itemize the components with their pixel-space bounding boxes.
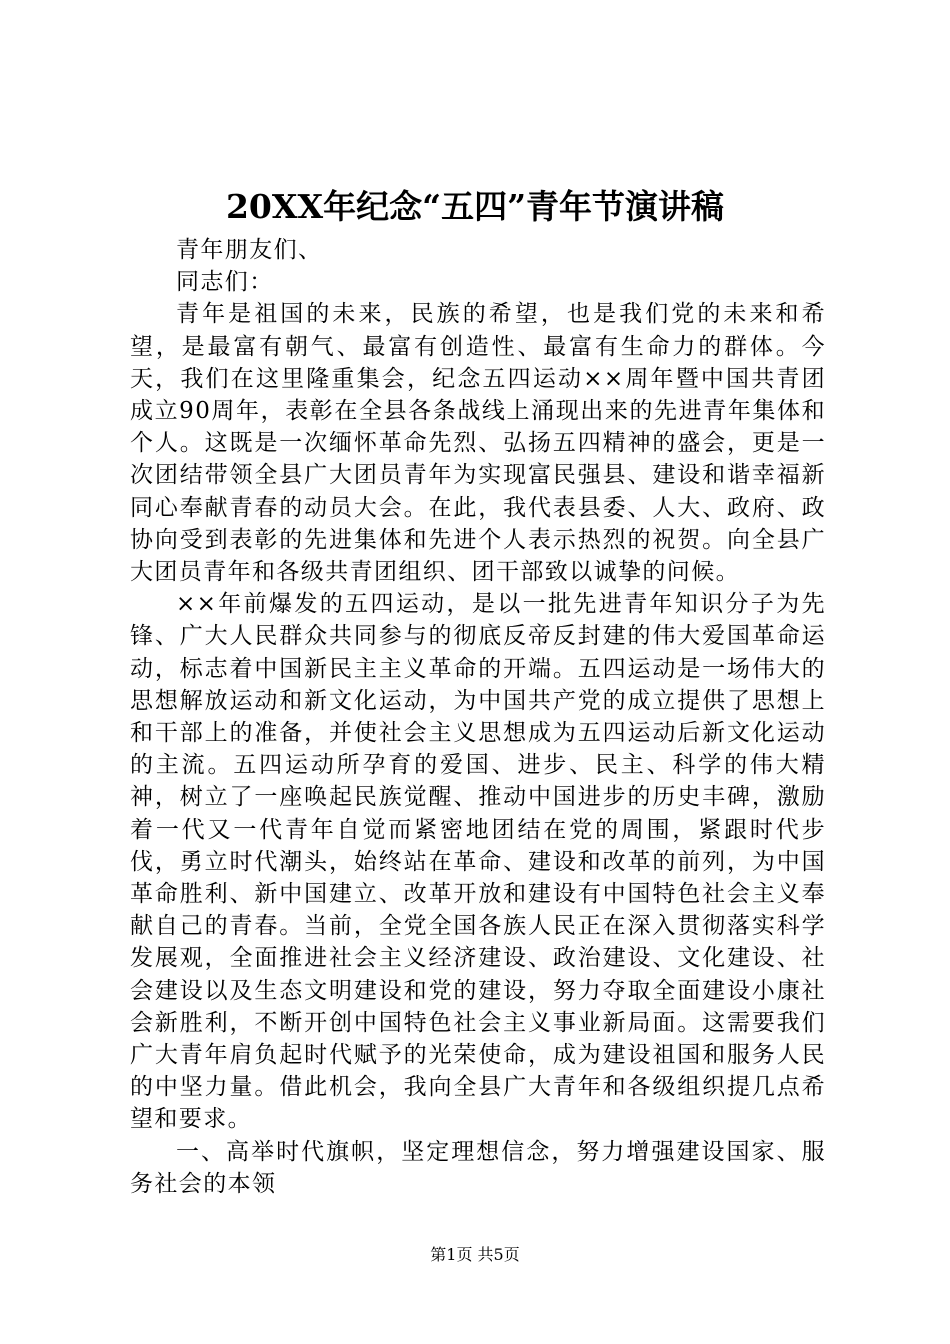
body-paragraph-1: 青年是祖国的未来，民族的希望，也是我们党的未来和希望，是最富有朝气、最富有创造性、最富有生命力的群体。今天，我们在这里隆重集会，纪念五四运动××周年暨中国共青团成立90周年，表彰在全县各条战线上涌现出来的先进青年集体和个人。这既是一次缅怀革命先烈、弘扬五四精神的盛会，更是一次团结带领全县广大团员青年为实现富民强县、建设和谐幸福新同心奉献青春的动员大会。在此，我代表县委、人大、政府、政协向受到表彰的先进集体和先进个人表示热烈的祝贺。向全县广大团员青年和各级共青团组织、团干部致以诚挚的问候。 bbox=[130, 301, 826, 586]
section-heading-1: 一、高举时代旗帜，坚定理想信念，努力增强建设国家、服务社会的本领 bbox=[130, 1138, 826, 1197]
salutation-line-2: 同志们： bbox=[176, 269, 274, 296]
document-body bbox=[130, 234, 826, 1200]
salutation-line-1: 青年朋友们、 bbox=[176, 237, 323, 263]
page-number-footer: 第1页 共5页 bbox=[430, 1245, 520, 1264]
document-title: 20XX年纪念“五四”青年节演讲稿 bbox=[225, 187, 725, 226]
body-paragraph-2: ××年前爆发的五四运动，是以一批先进青年知识分子为先锋、广大人民群众共同参与的彻底反帝反封建的伟大爱国革命运动，标志着中国新民主主义革命的开端。五四运动是一场伟大的思想解放运动和新文化运动，为中国共产党的成立提供了思想上和干部上的准备，并使社会主义思想成为五四运动后新文化运动的主流。五四运动所孕育的爱国、进步、民主、科学的伟大精神，树立了一座唤起民族觉醒、推动中国进步的历史丰碑，激励着一代又一代青年自觉而紧密地团结在党的周围，紧跟时代步伐，勇立时代潮头，始终站在革命、建设和改革的前列，为中国革命胜利、新中国建立、改革开放和建设有中国特色社会主义奉献自己的青春。当前，全党全国各族人民正在深入贯彻落实科学发展观，全面推进社会主义经济建设、政治建设、文化建设、社会建设以及生态文明建设和党的建设，努力夺取全面建设小康社会新胜利，不断开创中国特色社会主义事业新局面。这需要我们广大青年肩负起时代赋予的光荣使命，成为建设祖国和服务人民的中坚力量。借此机会，我向全县广大青年和各级组织提几点希望和要求。 bbox=[130, 591, 826, 1133]
